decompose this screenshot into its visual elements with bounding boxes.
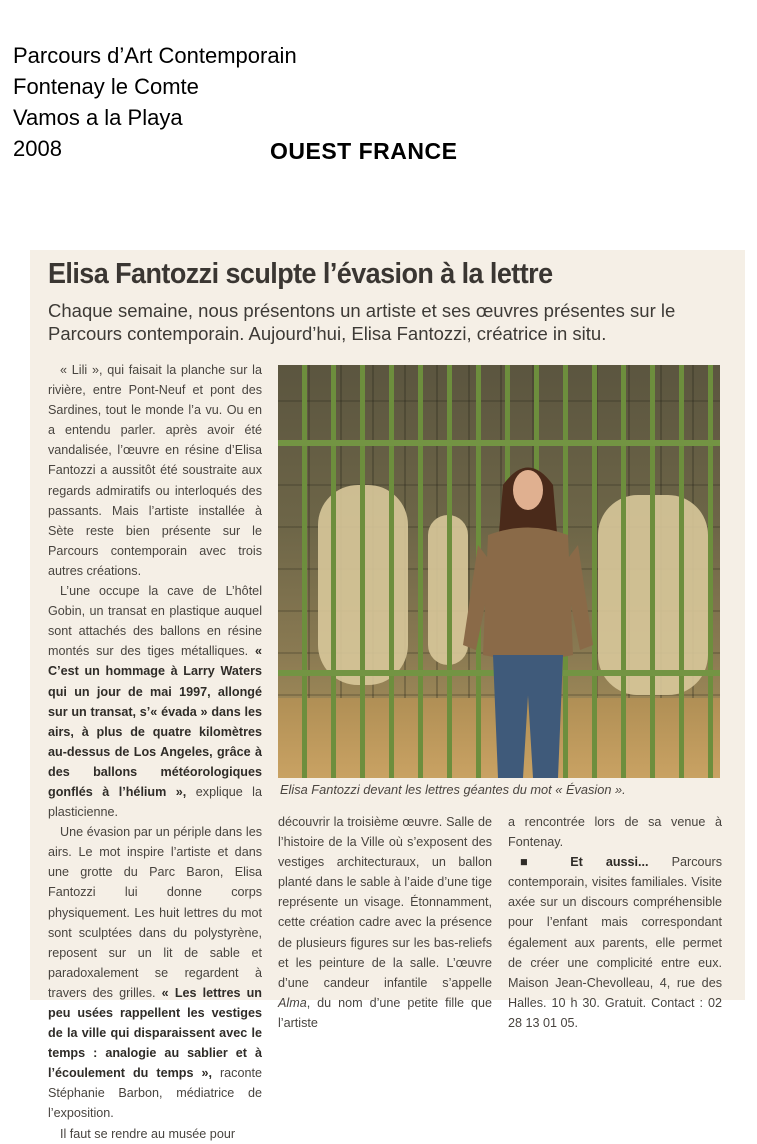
text-run: raconte Stéphanie Barbon, médiatrice de l’exposition.	[48, 1066, 262, 1121]
header-line: Parcours d’Art Contemporain	[13, 43, 297, 68]
header-notes	[13, 40, 297, 164]
bold-quote: ■ Et aussi...	[520, 855, 649, 870]
article-paragraph	[48, 822, 262, 1123]
text-run: a rencontrée lors de sa venue à Fontenay.	[508, 815, 722, 850]
article-photo	[278, 365, 720, 778]
woman-figure	[458, 455, 598, 778]
text-run: L’une occupe la cave de L’hôtel Gobin, un transat en plastique auquel sont attachés des ballons en résine montés sur des tiges métalliques.	[48, 584, 262, 659]
newspaper-source: OUEST FRANCE	[270, 138, 458, 164]
text-run: Alma	[278, 995, 307, 1010]
article-deck: Chaque semaine, nous présentons un artiste et ses œuvres présentes sur le Parcours contemporain. Aujourd’hui, Elisa Fantozzi, créatrice in situ.	[48, 300, 676, 344]
article-paragraph	[48, 360, 262, 581]
text-run: Il faut se rendre au musée pour	[60, 1126, 236, 1141]
text-run: Parcours contemporain, visites familiales. Visite axée sur un discours compréhensible pour l’enfant mais correspondant également aux parents, elle permet de créer une complicité entre eux. Maison Jean-Chevolleau, 4, rue des Halles. 10 h 30. Gratuit. Contact : 02 28 13 01 05.	[508, 855, 722, 1030]
article-column-1	[48, 360, 262, 1144]
text-run: Une évasion par un périple dans les airs. Le mot inspire l’artiste et dans une grotte du Parc Baron, Elisa Fantozzi lui donne corps physiquement. Les huit lettres du mot sont sculptées dans du polystyrène, reposent sur un lit de sable et paradoxalement se regardent à travers des grilles.	[48, 825, 262, 1000]
article-paragraph	[508, 812, 722, 852]
text-run: , du nom d’une petite fille que l’artiste	[278, 995, 492, 1030]
text-run: explique la plasticienne.	[48, 784, 262, 820]
header-line: Fontenay le Comte	[13, 74, 199, 99]
grille-rail	[278, 440, 720, 446]
text-run: découvrir la troisième œuvre. Salle de l’histoire de la Ville où s’exposent des vestiges architecturaux, un ballon planté dans le sable à l’aide d’une tige représente un visage. Étonnamment, cette création cadre avec la présence de plusieurs figures sur les bas-reliefs et les peinture de la salle. L’œuvre d’une candeur infantile s’appelle	[278, 815, 492, 990]
article-paragraph	[48, 1124, 262, 1144]
bold-quote: « Les lettres un peu usées rappellent les vestiges de la ville qui disparaissent avec le temps : analogie au sablier et à l’écoulement du temps »,	[48, 985, 263, 1081]
photo-caption: Elisa Fantozzi devant les lettres géantes du mot « Évasion ».	[280, 782, 626, 797]
bold-quote: « C’est un hommage à Larry Waters qui un jour de mai 1997, allongé sur un transat, s’« évada » dans les airs, à plus de quatre kilomètres au-dessus de Los Angeles, grâce à des ballons météorologiques gonflés à l’hélium »,	[48, 644, 262, 799]
article-paragraph	[48, 581, 262, 822]
article-paragraph	[508, 852, 722, 1033]
text-run: « Lili », qui faisait la planche sur la rivière, entre Pont-Neuf et pont des Sardines, tout le monde l’a vu. Ou en a entendu parler. après avoir été vandalisée, l’œuvre en résine d’Elisa Fantozzi a aussitôt été soustraite aux regards admiratifs ou interloqués des passants. Mais l’artiste installée à Sète reste bien présente sur le Parcours contemporain avec trois autres créations.	[48, 363, 262, 578]
header-line: 2008	[13, 136, 62, 161]
header-line: Vamos a la Playa	[13, 105, 183, 130]
article-title: Elisa Fantozzi sculpte l’évasion à la lettre	[48, 258, 553, 290]
